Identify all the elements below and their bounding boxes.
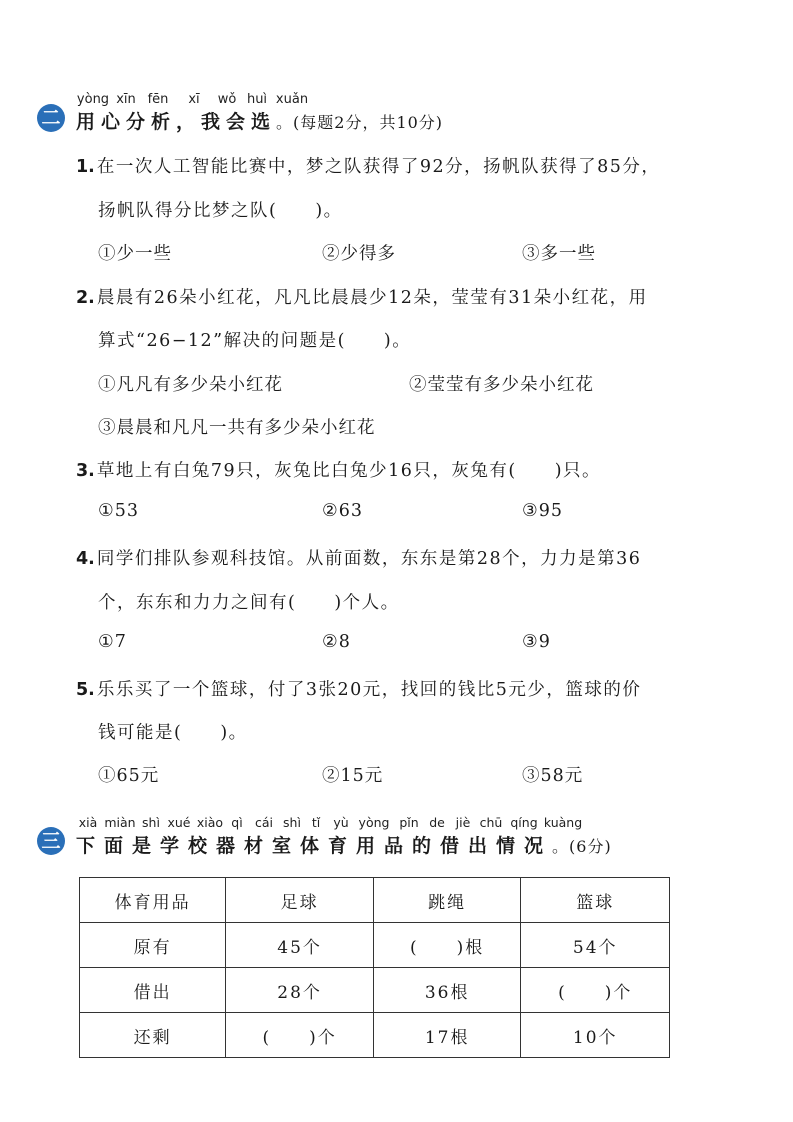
question-4-line-2: 个，东东和力力之间有( )个人。 <box>98 593 400 613</box>
pinyin-syllable: huì <box>246 92 268 107</box>
table-header-cell: 篮球 <box>521 878 670 923</box>
pinyin-syllable: miàn <box>104 815 136 830</box>
question-2-line-2: 算式“26−12”解决的问题是( )。 <box>98 331 412 351</box>
section-2-pinyin <box>74 92 312 107</box>
pinyin-syllable: cái <box>254 815 273 830</box>
table-cell: 36根 <box>373 968 521 1013</box>
question-5-line-2: 钱可能是( )。 <box>98 723 248 743</box>
question-2-option-1[interactable]: ①凡凡有多少朵小红花 <box>98 375 283 395</box>
pinyin-syllable: xué <box>167 815 191 830</box>
question-number: 3. <box>76 461 95 481</box>
question-1-option-3[interactable]: ③多一些 <box>522 244 596 264</box>
question-4-option-1[interactable]: ①7 <box>98 632 127 652</box>
question-1-option-1[interactable]: ①少一些 <box>98 244 172 264</box>
table-blank-cell[interactable]: ( )个 <box>226 1013 374 1058</box>
question-number: 5. <box>76 680 95 700</box>
section-3-pinyin <box>74 815 584 830</box>
pinyin-syllable: xià <box>78 815 98 830</box>
pinyin-syllable: xuǎn <box>275 92 309 107</box>
section-3-title: 下面是学校器材室体育用品的借出情况 <box>76 835 553 857</box>
table-cell: 17根 <box>373 1013 521 1058</box>
pinyin-syllable: shì <box>283 815 301 830</box>
table-row <box>80 923 670 968</box>
table-header-cell: 体育用品 <box>80 878 226 923</box>
question-3-line-1: 3. 草地上有白兔79只，灰兔比白兔少16只，灰兔有( )只。 <box>76 461 602 481</box>
pinyin-syllable: kuàng <box>543 815 583 830</box>
question-number: 4. <box>76 549 95 569</box>
section-2-heading <box>76 107 443 134</box>
pinyin-syllable: jiè <box>455 815 471 830</box>
pinyin-syllable: xiào <box>196 815 224 830</box>
question-5-option-1[interactable]: ①65元 <box>98 766 160 786</box>
table-row <box>80 968 670 1013</box>
pinyin-syllable: tǐ <box>311 815 321 830</box>
table-blank-cell[interactable]: ( )根 <box>373 923 521 968</box>
table-header-row <box>80 878 670 923</box>
question-3-option-1[interactable]: ①53 <box>98 501 139 521</box>
table-cell: 还剩 <box>80 1013 226 1058</box>
question-4-option-3[interactable]: ③9 <box>522 632 551 652</box>
section-2-badge: 二 <box>37 104 65 132</box>
question-3-option-2[interactable]: ②63 <box>322 501 363 521</box>
table-cell: 借出 <box>80 968 226 1013</box>
pinyin-syllable: fēn <box>147 92 169 107</box>
question-4-option-2[interactable]: ②8 <box>322 632 351 652</box>
pinyin-syllable: wǒ <box>217 92 237 107</box>
question-4-line-1: 4. 同学们排队参观科技馆。从前面数，东东是第28个，力力是第36 <box>76 549 642 569</box>
table-cell: 原有 <box>80 923 226 968</box>
pinyin-syllable: de <box>429 815 445 830</box>
pinyin-syllable: yù <box>333 815 349 830</box>
section-2-note: 。(每题2分，共10分) <box>276 113 444 132</box>
question-2-option-3[interactable]: ③晨晨和凡凡一共有多少朵小红花 <box>98 418 376 438</box>
table-row <box>80 1013 670 1058</box>
question-5-line-1: 5. 乐乐买了一个篮球，付了3张20元，找回的钱比5元少，篮球的价 <box>76 680 642 700</box>
table-header-cell: 跳绳 <box>373 878 521 923</box>
question-1-option-2[interactable]: ②少得多 <box>322 244 396 264</box>
question-5-option-2[interactable]: ②15元 <box>322 766 384 786</box>
question-2-line-1: 2. 晨晨有26朵小红花，凡凡比晨晨少12朵，莹莹有31朵小红花，用 <box>76 288 648 308</box>
question-1-line-2: 扬帆队得分比梦之队( )。 <box>98 201 343 221</box>
table-header-cell: 足球 <box>226 878 374 923</box>
question-3-option-3[interactable]: ③95 <box>522 501 563 521</box>
question-2-option-2[interactable]: ②莹莹有多少朵小红花 <box>409 375 594 395</box>
sports-equipment-table <box>79 877 670 1058</box>
pinyin-syllable: xī <box>188 92 200 107</box>
pinyin-syllable: shì <box>142 815 160 830</box>
question-1-line-1: 1. 在一次人工智能比赛中，梦之队获得了92分，扬帆队获得了85分， <box>76 157 661 177</box>
table-cell: 28个 <box>226 968 374 1013</box>
pinyin-syllable: qíng <box>510 815 538 830</box>
section-3-badge: 三 <box>37 827 65 855</box>
question-number: 2. <box>76 288 95 308</box>
section-3-note: 。(6分) <box>552 837 612 856</box>
question-number: 1. <box>76 157 95 177</box>
pinyin-syllable: xīn <box>116 92 136 107</box>
pinyin-syllable: yòng <box>76 92 110 107</box>
pinyin-syllable: yòng <box>358 815 390 830</box>
section-2-title: 用心分析，我会选 <box>76 111 277 133</box>
pinyin-syllable: chū <box>479 815 503 830</box>
pinyin-syllable: pǐn <box>399 815 419 830</box>
pinyin-syllable: qì <box>231 815 243 830</box>
section-3-heading <box>76 831 612 858</box>
table-cell: 10个 <box>521 1013 670 1058</box>
question-5-option-3[interactable]: ③58元 <box>522 766 584 786</box>
table-blank-cell[interactable]: ( )个 <box>521 968 670 1013</box>
table-cell: 54个 <box>521 923 670 968</box>
table-cell: 45个 <box>226 923 374 968</box>
